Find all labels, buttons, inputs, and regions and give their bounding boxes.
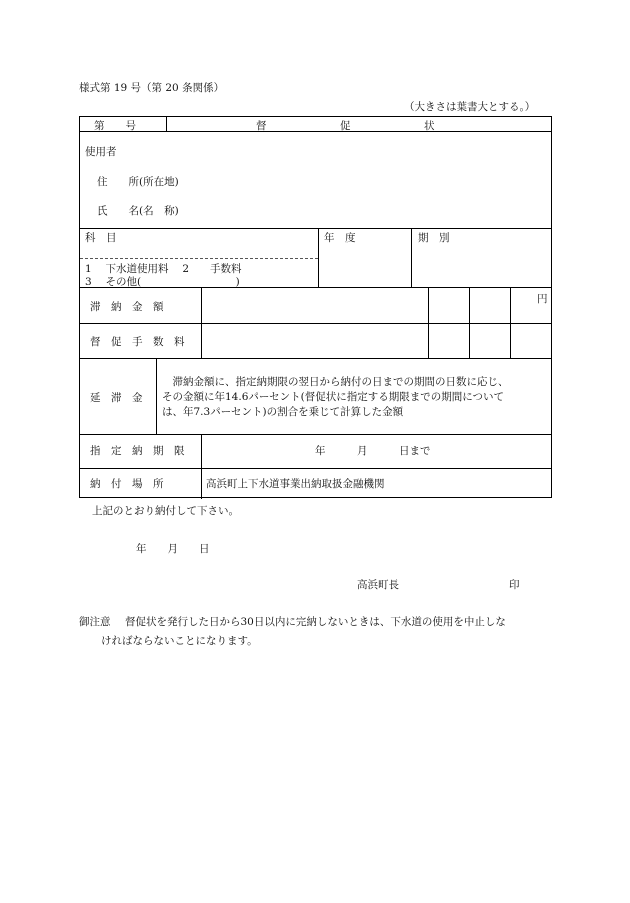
number-label: 第 号 [94, 120, 136, 132]
payment-place-label: 納 付 場 所 [90, 478, 164, 490]
notice-form [79, 116, 552, 498]
late-fee-text-3: は、年7.3パーセント)の割合を乗じて計算した金額 [162, 406, 404, 418]
divider [201, 434, 202, 499]
subject-item-1: 1 下水道使用料 2 手数料 [85, 263, 242, 275]
divider [166, 117, 167, 131]
divider [510, 287, 511, 358]
subject-item-2: 3 その他( ) [85, 276, 240, 288]
divider [80, 468, 551, 469]
name-label: 氏 名(名 称) [97, 205, 179, 217]
seal-mark: 印 [509, 579, 520, 591]
divider [201, 287, 202, 358]
divider [80, 323, 551, 324]
divider [156, 358, 157, 434]
yen-unit: 円 [537, 293, 548, 305]
arrears-label: 滞 納 金 額 [90, 301, 164, 313]
note-label: 御注意 [79, 616, 111, 628]
fee-label: 督 促 手 数 料 [90, 336, 185, 348]
deadline-value: 年 月 日まで [315, 445, 431, 457]
user-label: 使用者 [85, 146, 117, 158]
subject-label: 科 目 [85, 232, 117, 244]
divider [428, 287, 429, 358]
form-number: 様式第 19 号（第 20 条関係） [79, 82, 225, 94]
divider [469, 287, 470, 358]
note-line-2: ければならないことになります。 [101, 635, 258, 647]
address-label: 住 所(所在地) [97, 176, 179, 188]
divider [80, 228, 551, 229]
divider [80, 434, 551, 435]
late-fee-label: 延 滞 金 [90, 392, 143, 404]
period-label: 期 別 [418, 232, 450, 244]
note-line-1: 督促状を発行した日から30日以内に完納しないときは、下水道の使用を中止しな [125, 616, 506, 628]
dashed-divider [80, 258, 318, 259]
size-note: （大きさは葉書大とする。） [404, 101, 536, 113]
divider [318, 228, 319, 287]
divider [80, 358, 551, 359]
late-fee-text-2: その金額に年14.6パーセント(督促状に指定する期限までの期間について [162, 391, 505, 403]
document-title: 督 促 状 [256, 120, 435, 132]
issue-date: 年 月 日 [136, 543, 210, 555]
fiscal-year-label: 年 度 [324, 232, 356, 244]
payment-request: 上記のとおり納付して下さい。 [92, 505, 239, 517]
late-fee-text-1: 滞納金額に、指定納期限の翌日から納付の日までの期間の日数に応じ、 [162, 376, 509, 388]
divider [411, 228, 412, 287]
deadline-label: 指 定 納 期 限 [90, 445, 185, 457]
issuer-name: 高浜町長 [357, 579, 399, 591]
payment-place-value: 高浜町上下水道事業出納取扱金融機関 [206, 478, 385, 490]
